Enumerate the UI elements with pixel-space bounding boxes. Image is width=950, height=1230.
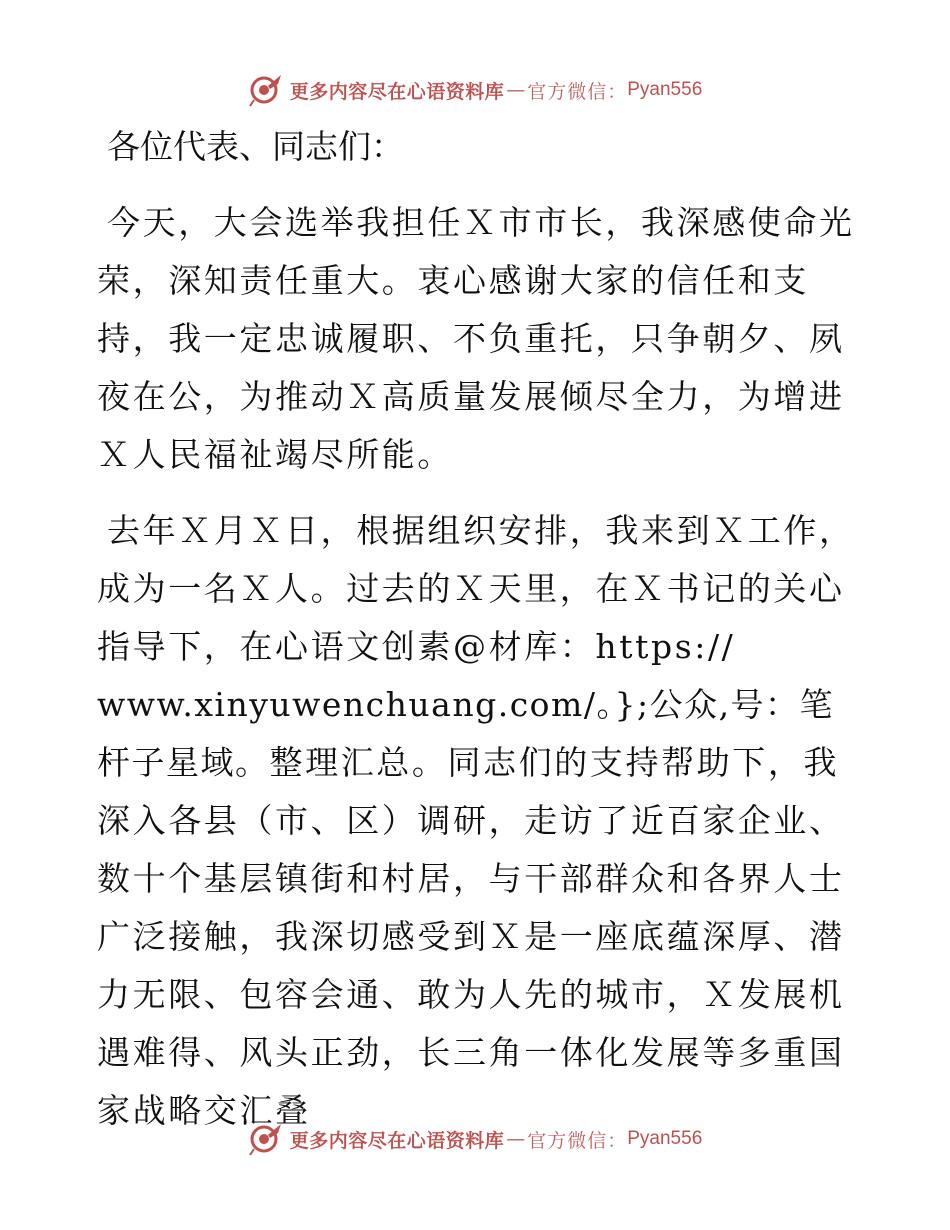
banner-brand-text: 更多内容尽在心语资料库 bbox=[289, 80, 505, 103]
paragraph-2-intro: 去年Ｘ月Ｘ日，根据组织安排，我来到Ｘ工作，成为一名Ｘ人。过去的Ｘ天里，在Ｘ书记的关心指导下，在心语文创素@材库：https:// bbox=[97, 511, 855, 666]
banner-wechat-id: Pyan556 bbox=[627, 1128, 703, 1149]
paragraph-2-body: 整理汇总。同志们的支持帮助下，我深入各县（市、区）调研，走访了近百家企业、数十个基层镇街和村居，与干部群众和各界人士广泛接触，我深切感受到Ｘ是一座底蕴深厚、潜力无限、包容会通、敢为人先的城市，Ｘ发展机遇难得、风头正劲，长三角一体化发展等多重国家战略交汇叠 bbox=[97, 743, 845, 1130]
salutation: 各位代表、同志们： bbox=[107, 127, 404, 166]
footer-watermark-banner bbox=[0, 1119, 950, 1159]
paragraph-1: 今天，大会选举我担任Ｘ市市长，我深感使命光荣，深知责任重大。衷心感谢大家的信任和支持，我一定忠诚履职、不负重托，只争朝夕、夙夜在公，为推动Ｘ高质量发展倾尽全力，为增进Ｘ人民福祉竭尽所能。 bbox=[97, 203, 855, 474]
quill-logo-icon bbox=[248, 72, 284, 108]
source-url-line: www.xinyuwenchuang.com/。};公众,号：笔杆子星域。 bbox=[97, 685, 835, 782]
banner-wechat-id: Pyan556 bbox=[627, 79, 703, 100]
banner-dash: — bbox=[506, 1128, 526, 1150]
banner-wechat-label: 官方微信： bbox=[527, 1129, 628, 1152]
quill-logo-icon bbox=[248, 1121, 284, 1157]
document-body bbox=[97, 118, 857, 1140]
paragraph-2 bbox=[97, 502, 857, 1140]
banner-dash: — bbox=[506, 79, 526, 101]
banner-wechat-label: 官方微信： bbox=[527, 80, 628, 103]
banner-brand-text: 更多内容尽在心语资料库 bbox=[289, 1129, 505, 1152]
header-watermark-banner bbox=[0, 70, 950, 110]
